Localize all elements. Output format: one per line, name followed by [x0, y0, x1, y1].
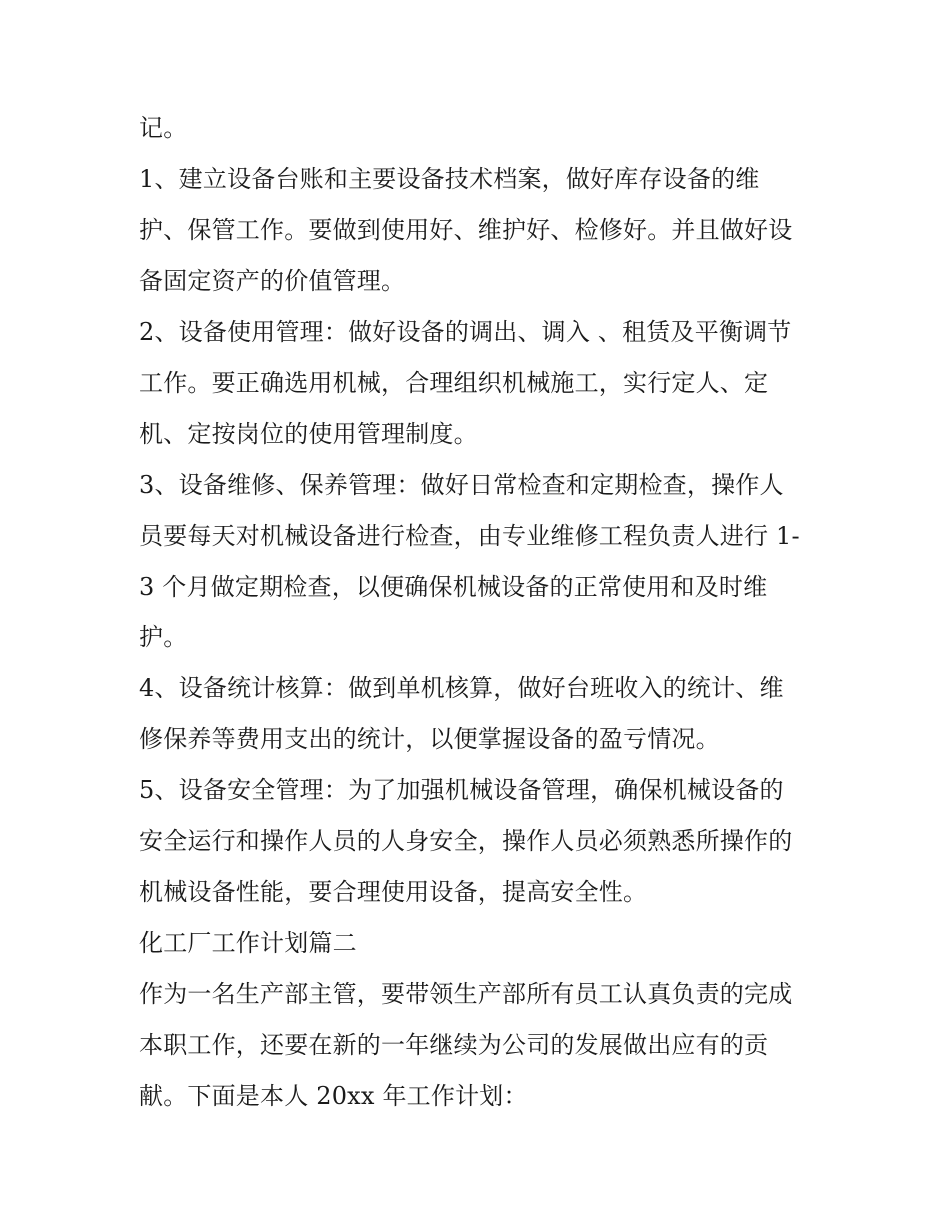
text-line: 献。下面是本人 20xx 年工作计划：	[139, 1082, 528, 1110]
text-line: 3、设备维修、保养管理：做好日常检查和定期检查，操作人	[139, 471, 784, 499]
text-line: 安全运行和操作人员的人身安全，操作人员必须熟悉所操作的	[139, 827, 793, 855]
text-line: 护。	[139, 623, 188, 651]
text-line: 修保养等费用支出的统计，以便掌握设备的盈亏情况。	[139, 725, 720, 753]
text-line: 3 个月做定期检查，以便确保机械设备的正常使用和及时维	[139, 573, 768, 601]
section-heading: 化工厂工作计划篇二	[139, 929, 357, 957]
text-line: 作为一名生产部主管，要带领生产部所有员工认真负责的完成	[139, 980, 793, 1008]
text-line: 机械设备性能，要合理使用设备，提高安全性。	[139, 878, 648, 906]
text-line: 5、设备安全管理：为了加强机械设备管理，确保机械设备的	[139, 776, 784, 804]
text-line: 员要每天对机械设备进行检查，由专业维修工程负责人进行 1-	[139, 522, 800, 550]
text-line: 本职工作，还要在新的一年继续为公司的发展做出应有的贡	[139, 1031, 769, 1059]
text-line: 备固定资产的价值管理。	[139, 267, 406, 295]
text-line: 工作。要正确选用机械，合理组织机械施工，实行定人、定	[139, 369, 769, 397]
text-line: 机、定按岗位的使用管理制度。	[139, 420, 478, 448]
text-line: 1、建立设备台账和主要设备技术档案，做好库存设备的维	[139, 165, 760, 193]
text-line: 记。	[139, 114, 188, 142]
text-line: 2、设备使用管理：做好设备的调出、调入 、租赁及平衡调节	[139, 318, 792, 346]
text-line: 4、设备统计核算：做到单机核算，做好台班收入的统计、维	[139, 674, 784, 702]
text-line: 护、保管工作。要做到使用好、维护好、检修好。并且做好设	[139, 216, 793, 244]
